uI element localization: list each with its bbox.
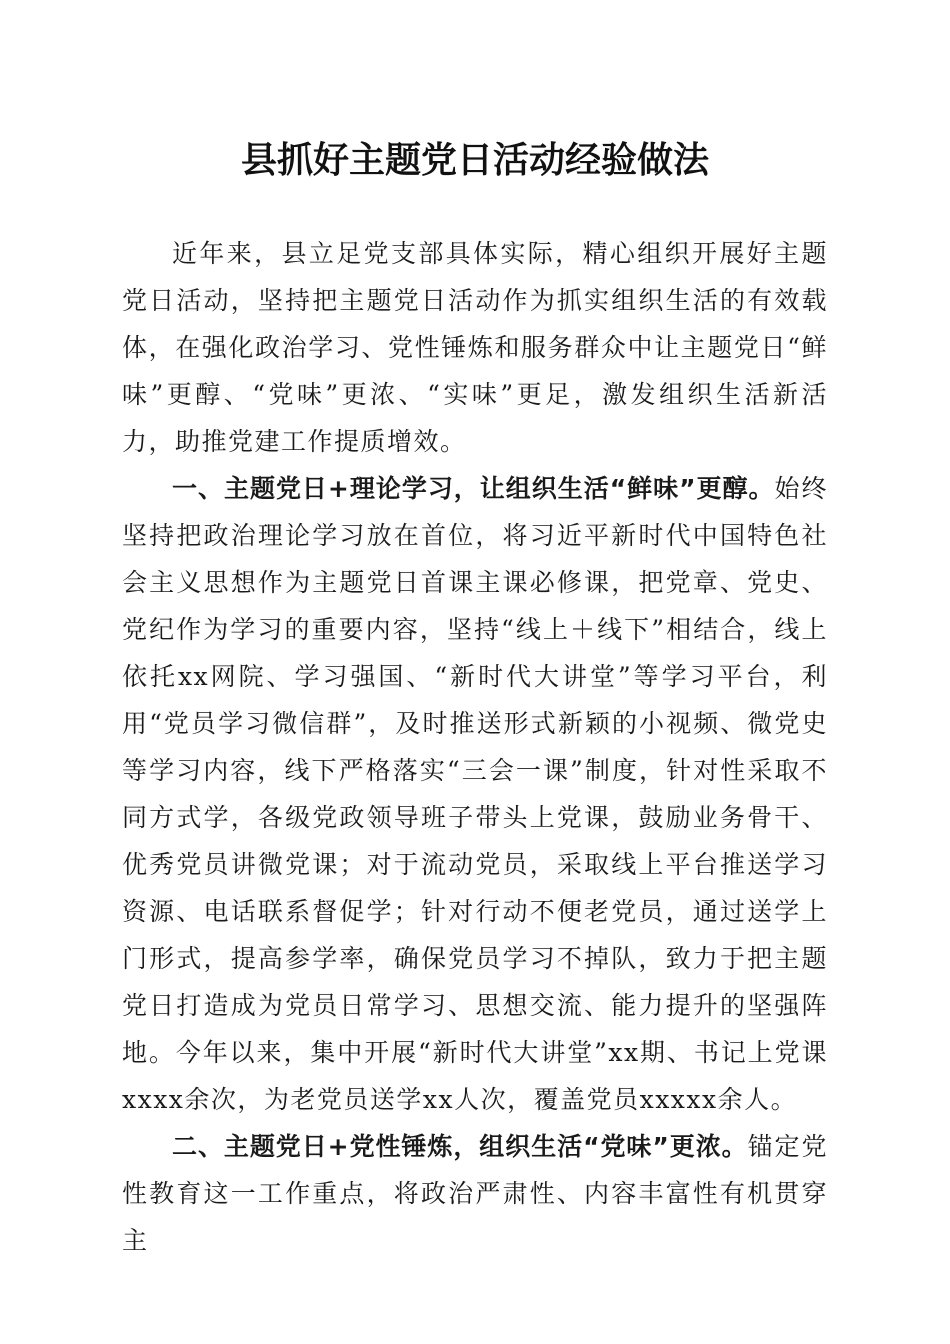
section-2-paragraph — [122, 1123, 828, 1264]
section-2-heading: 二、主题党日+党性锤炼，组织生活“党味”更浓。 — [172, 1132, 748, 1161]
section-1-heading: 一、主题党日+理论学习，让组织生活“鲜味”更醇。 — [172, 474, 775, 503]
section-2-text: 锚定党性教育这一工作重点，将政治严肃性、内容丰富性有机贯穿主 — [122, 1132, 828, 1255]
section-1-text: 始终坚持把政治理论学习放在首位，将习近平新时代中国特色社会主义思想作为主题党日首课主课必修课，把党章、党史、党纪作为学习的重要内容，坚持“线上＋线下”相结合，线上依托xx网院、学习强国、“新时代大讲堂”等学习平台，利用“党员学习微信群”，及时推送形式新颖的小视频、微党史等学习内容，线下严格落实“三会一课”制度，针对性采取不同方式学，各级党政领导班子带头上党课，鼓励业务骨干、优秀党员讲微党课；对于流动党员，采取线上平台推送学习资源、电话联系督促学；针对行动不便老党员，通过送学上门形式，提高参学率，确保党员学习不掉队，致力于把主题党日打造成为党员日常学习、思想交流、能力提升的坚强阵地。今年以来，集中开展“新时代大讲堂”xx期、书记上党课xxxx余次，为老党员送学xx人次，覆盖党员xxxxx余人。 — [122, 474, 828, 1114]
document-body — [122, 230, 828, 1264]
section-1-paragraph — [122, 465, 828, 1123]
document-title: 县抓好主题党日活动经验做法 — [240, 139, 709, 181]
intro-paragraph: 近年来，县立足党支部具体实际，精心组织开展好主题党日活动，坚持把主题党日活动作为抓实组织生活的有效载体，在强化政治学习、党性锤炼和服务群众中让主题党日“鲜味”更醇、“党味”更浓、“实味”更足，激发组织生活新活力，助推党建工作提质增效。 — [122, 239, 828, 456]
